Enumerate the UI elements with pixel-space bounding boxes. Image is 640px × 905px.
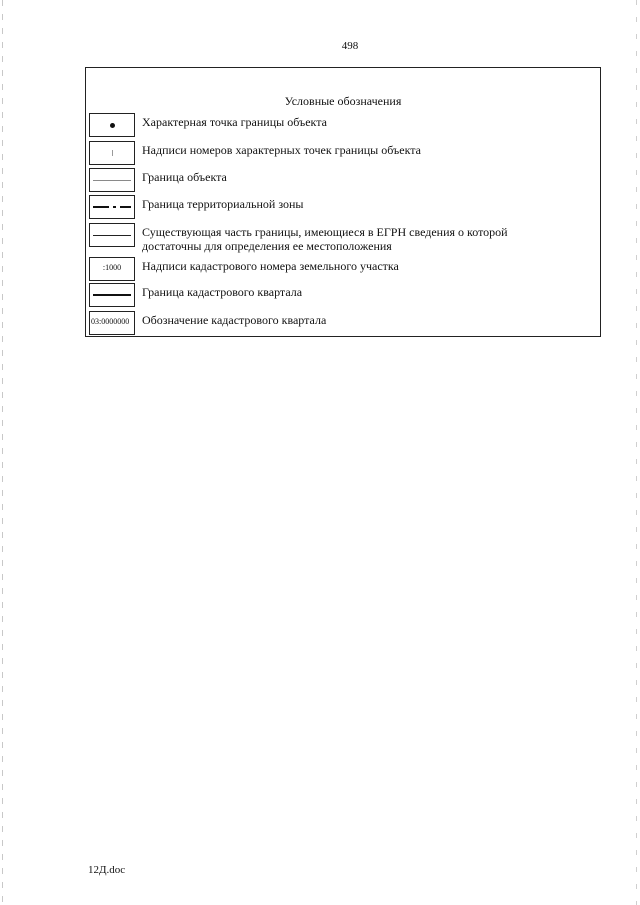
symbol-box: [89, 113, 135, 137]
solid-line-icon: [93, 235, 131, 236]
page-number: 498: [341, 40, 359, 52]
legend-row-label: Граница территориальной зоны: [142, 197, 304, 211]
symbol-box: [89, 257, 135, 281]
bold-line-icon: [93, 294, 131, 296]
point-label-tick-icon: [112, 150, 113, 156]
symbol-box: [89, 141, 135, 165]
cadastral-number-sample: :1000: [102, 263, 122, 272]
quarter-designation-sample: 03:0000000: [91, 317, 130, 326]
legend-row-label: Надписи номеров характерных точек границы объекта: [142, 143, 421, 157]
legend-row-label: Граница объекта: [142, 170, 227, 184]
symbol-box: [89, 168, 135, 192]
symbol-box: [89, 311, 135, 335]
scan-right-edge: [636, 0, 637, 905]
footer-file-name: 12Д.doc: [88, 864, 126, 876]
legend-row-label: Характерная точка границы объекта: [142, 115, 327, 129]
symbol-box: [89, 283, 135, 307]
scan-left-edge: [2, 0, 3, 905]
legend-row-label-line1: Существующая часть границы, имеющиеся в ЕГРН сведения о которой: [142, 225, 508, 239]
legend-row-label: Граница кадастрового квартала: [142, 285, 303, 299]
legend-frame: [85, 67, 601, 337]
legend-title: Условные обозначения: [284, 94, 402, 108]
symbol-box: [89, 195, 135, 219]
thin-boundary-line-icon: [93, 180, 131, 181]
symbol-box: [89, 223, 135, 247]
point-dot-icon: [110, 123, 115, 128]
legend-row-label: Обозначение кадастрового квартала: [142, 313, 327, 327]
dash-dot-line-icon: [93, 205, 131, 209]
legend-row-label: Надписи кадастрового номера земельного участка: [142, 259, 399, 273]
legend-row-label-line2: достаточны для определения ее местоположения: [142, 239, 392, 253]
